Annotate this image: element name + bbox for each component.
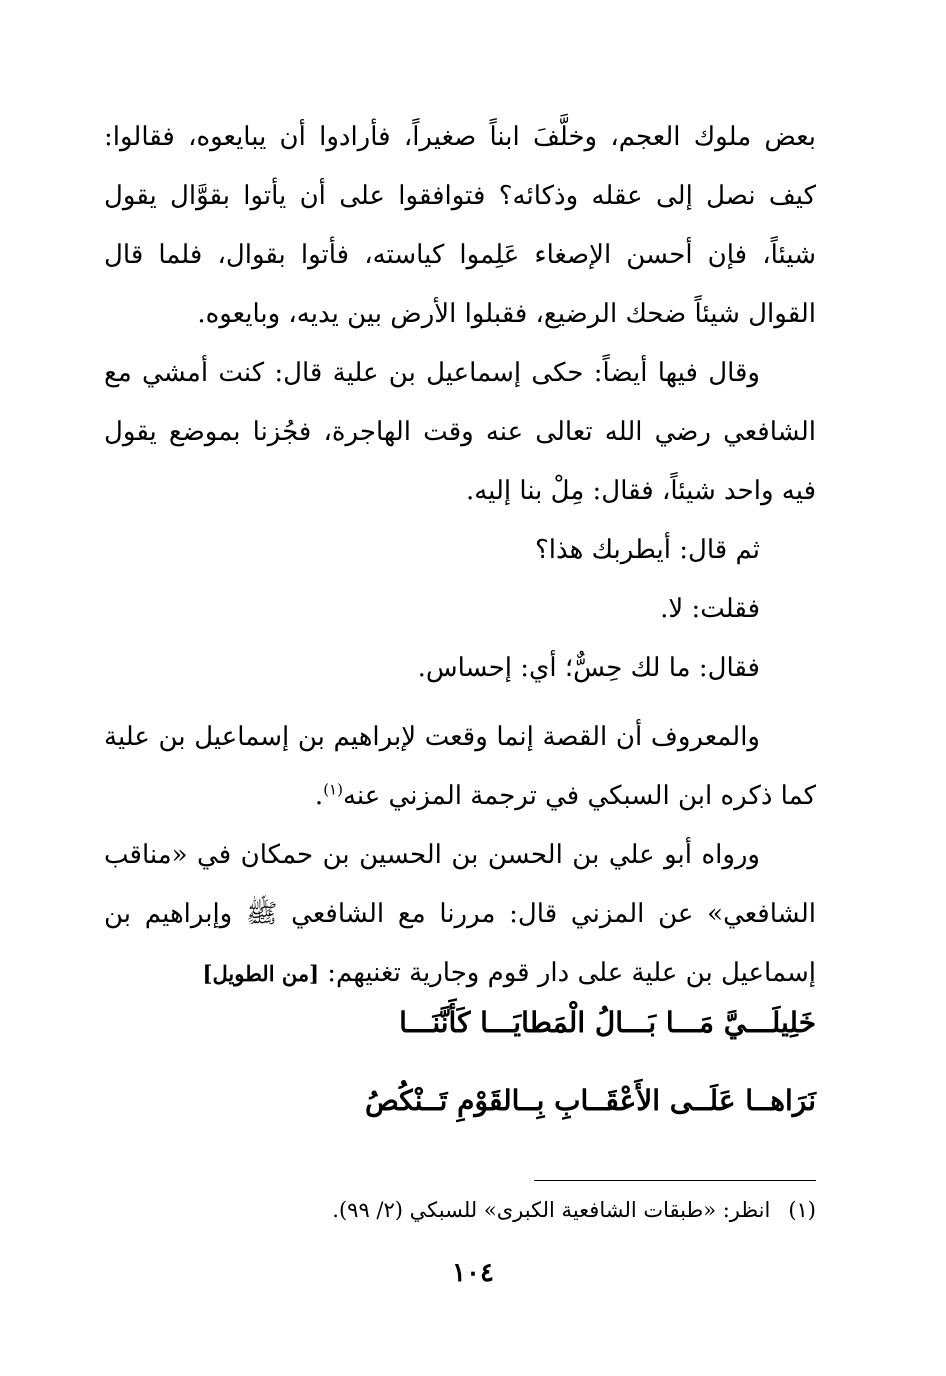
paragraph-2: وقال فيها أيضاً: حكى إسماعيل بن علية قال: كنت أمشي مع الشافعي رضي الله تعالى عنه وقت الهاجرة، فجُزنا بموضع يقول فيه واحد شيئاً، فقال: مِلْ بنا إليه. <box>104 358 816 506</box>
verse-line-1: خَلِيلَـــيَّ مَـــا بَـــالُ الْمَطايَـــا كَأَنَّنَـــا <box>399 1006 816 1039</box>
page-number: ١٠٤ <box>452 1258 494 1288</box>
meter-note: [من الطويل] <box>202 961 320 986</box>
paragraph-3: ثم قال: أيطربك هذا؟ <box>535 535 760 565</box>
paragraph-6 <box>104 708 816 826</box>
paragraph-4: فقلت: لا. <box>660 594 760 624</box>
main-text-5 <box>104 826 816 1003</box>
paragraph-5: فقال: ما لك حِسٌّ؛ أي: إحساس. <box>417 653 760 683</box>
paragraph-6-text: والمعروف أن القصة إنما وقعت لإبراهيم بن إسماعيل بن علية كما ذكره ابن السبكي في ترجمة المزني عنه <box>104 722 816 811</box>
footnote-number: (١) <box>788 1198 816 1222</box>
paragraph-7-text: ورواه أبو علي بن الحسن بن الحسين بن حمكان في «مناقب الشافعي» عن المزني قال: مررنا مع الشافعي ﷺ وإبراهيم بن إسماعيل بن علية على دار قوم وجارية تغنيهم: <box>104 840 816 988</box>
main-text-3 <box>104 521 816 698</box>
paragraph-1: بعض ملوك العجم، وخلَّفَ ابناً صغيراً، فأرادوا أن يبايعوه، فقالوا: كيف نصل إلى عقله وذكائه؟ فتوافقوا على أن يأتوا بقوَّال يقول شيئاً، فإن أحسن الإصغاء عَلِموا كياسته، فأتوا بقوال، فلما قال القوال شيئاً ضحك الرضيع، فقبلوا الأرض بين يديه، وبايعوه. <box>104 122 816 329</box>
footnote-text: انظر: «طبقات الشافعية الكبرى» للسبكي (٢/ ٩٩). <box>332 1198 771 1222</box>
main-text-2 <box>104 344 816 521</box>
footnote <box>332 1198 816 1222</box>
main-text <box>104 108 816 344</box>
main-text-4 <box>104 708 816 826</box>
verse-line-2: نَرَاهــا عَلَــى الأَعْقَــابِ بِــالقَوْمِ تَــنْكُصُ <box>365 1084 816 1117</box>
footnote-divider <box>534 1180 816 1181</box>
paragraph-6-end: . <box>314 781 324 811</box>
footnote-reference: (١) <box>323 780 343 799</box>
paragraph-7 <box>104 826 816 1003</box>
